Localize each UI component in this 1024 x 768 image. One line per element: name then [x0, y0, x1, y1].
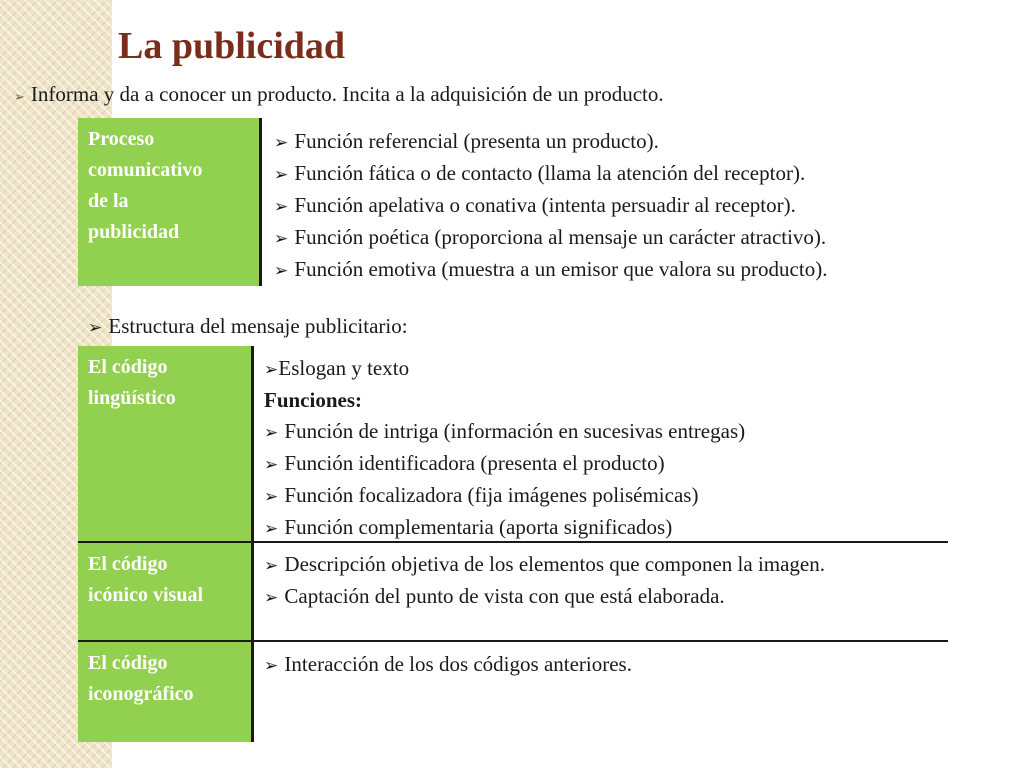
arrow-bullet-icon: ➢	[264, 519, 279, 538]
list-item: ➢ Función focalizadora (fija imágenes polisémicas)	[264, 483, 699, 507]
arrow-bullet-icon: ➢	[264, 588, 279, 607]
list-item: ➢ Función fática o de contacto (llama la atención del receptor).	[274, 161, 806, 185]
list-item: ➢Eslogan y texto	[264, 356, 410, 380]
slide-title: La publicidad	[118, 25, 346, 67]
arrow-bullet-icon: ➢	[88, 318, 103, 337]
funciones-subheading: Funciones:	[264, 388, 363, 412]
codigo-iconografico-label: El código iconográfico	[78, 642, 254, 742]
list-item: ➢ Función identificadora (presenta el producto)	[264, 451, 665, 475]
proceso-label-line: Proceso	[88, 128, 155, 150]
list-item: ➢ Función complementaria (aporta significados)	[264, 515, 673, 539]
arrow-bullet-icon: ➢	[14, 89, 25, 104]
list-item: ➢ Captación del punto de vista con que está elaborada.	[264, 584, 725, 608]
proceso-label-line: de la	[88, 190, 129, 212]
arrow-bullet-icon: ➢	[264, 360, 279, 379]
arrow-bullet-icon: ➢	[274, 229, 289, 248]
list-item: ➢ Función poética (proporciona al mensaje un carácter atractivo).	[274, 225, 827, 249]
codigo-linguistico-content	[264, 353, 946, 544]
codigo-iconografico-content	[264, 649, 946, 681]
intro-bullet	[14, 80, 664, 111]
proceso-table	[78, 118, 954, 286]
arrow-bullet-icon: ➢	[264, 556, 279, 575]
arrow-bullet-icon: ➢	[264, 423, 279, 442]
arrow-bullet-icon: ➢	[264, 487, 279, 506]
codigo-iconico-label: El código icónico visual	[78, 543, 254, 640]
codigo-linguistico-label: El código lingüístico	[78, 346, 254, 541]
intro-text: Informa y da a conocer un producto. Incita a la adquisición de un producto.	[30, 82, 664, 106]
list-item: ➢ Función emotiva (muestra a un emisor que valora su producto).	[274, 257, 828, 281]
list-item: ➢ Interacción de los dos códigos anteriores.	[264, 652, 632, 676]
arrow-bullet-icon: ➢	[274, 261, 289, 280]
codigo-iconico-content	[264, 549, 946, 613]
list-item: ➢ Función referencial (presenta un producto).	[274, 129, 659, 153]
arrow-bullet-icon: ➢	[264, 656, 279, 675]
estructura-heading: ➢ Estructura del mensaje publicitario:	[88, 314, 408, 338]
estructura-table	[78, 346, 948, 742]
proceso-label-cell	[78, 118, 262, 286]
list-item: ➢ Función apelativa o conativa (intenta persuadir al receptor).	[274, 193, 796, 217]
arrow-bullet-icon: ➢	[274, 133, 289, 152]
arrow-bullet-icon: ➢	[274, 197, 289, 216]
proceso-content	[274, 126, 827, 286]
proceso-label-line: comunicativo	[88, 159, 203, 181]
list-item: ➢ Descripción objetiva de los elementos que componen la imagen.	[264, 552, 826, 576]
list-item: ➢ Función de intriga (información en sucesivas entregas)	[264, 419, 746, 443]
arrow-bullet-icon: ➢	[264, 455, 279, 474]
arrow-bullet-icon: ➢	[274, 165, 289, 184]
proceso-label-line: publicidad	[88, 221, 180, 243]
